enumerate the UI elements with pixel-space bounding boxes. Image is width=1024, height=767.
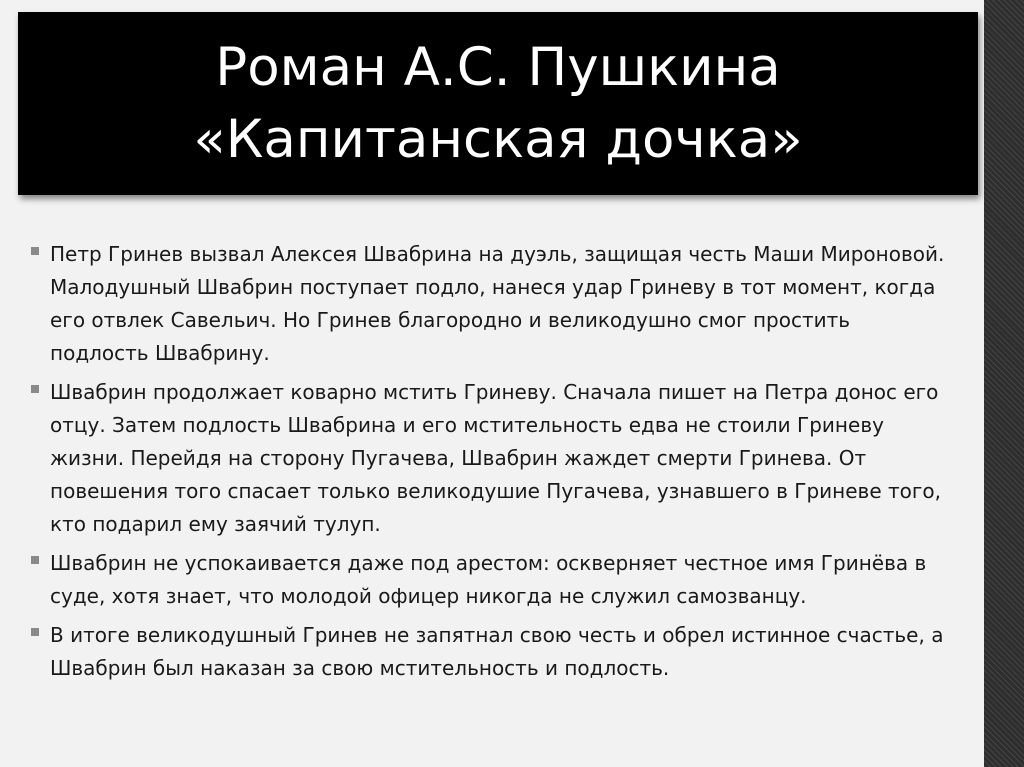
bullet-text: Швабрин продолжает коварно мстить Гриневу. Сначала пишет на Петра донос его отцу. Затем подлость Швабрина и его мстительность едва не стоили Гриневу жизни. Перейдя на сторону Пугачева, Швабрин жаждет смерти Гринева. От повешения того спасает только великодушие Пугачева, узнавшего в Гриневе того, кто подарил ему заячий тулуп. [50,380,941,536]
square-bullet-icon [31,385,39,393]
slide-title-box [18,12,978,195]
bullet-item [30,376,945,541]
bullet-item [30,238,945,370]
decorative-side-strip [984,0,1024,767]
bullet-text: Швабрин не успокаивается даже под арестом: оскверняет честное имя Гринёва в суде, хотя знает, что молодой офицер никогда не служил самозванцу. [50,551,927,608]
bullet-text: Петр Гринев вызвал Алексея Швабрина на дуэль, защищая честь Маши Мироновой. Малодушный Швабрин поступает подло, нанеся удар Гриневу в тот момент, когда его отвлек Савельич. Но Гринев благородно и великодушно смог простить подлость Швабрину. [50,242,945,365]
slide-title-line-2: «Капитанская дочка» [193,108,803,170]
square-bullet-icon [31,628,39,636]
square-bullet-icon [31,556,39,564]
slide-title-line-1: Роман А.С. Пушкина [215,36,781,98]
bullet-text: В итоге великодушный Гринев не запятнал свою честь и обрел истинное счастье, а Швабрин был наказан за свою мстительность и подлость. [50,623,944,680]
bullet-item [30,619,945,685]
square-bullet-icon [31,247,39,255]
bullet-list [30,238,945,691]
bullet-item [30,547,945,613]
